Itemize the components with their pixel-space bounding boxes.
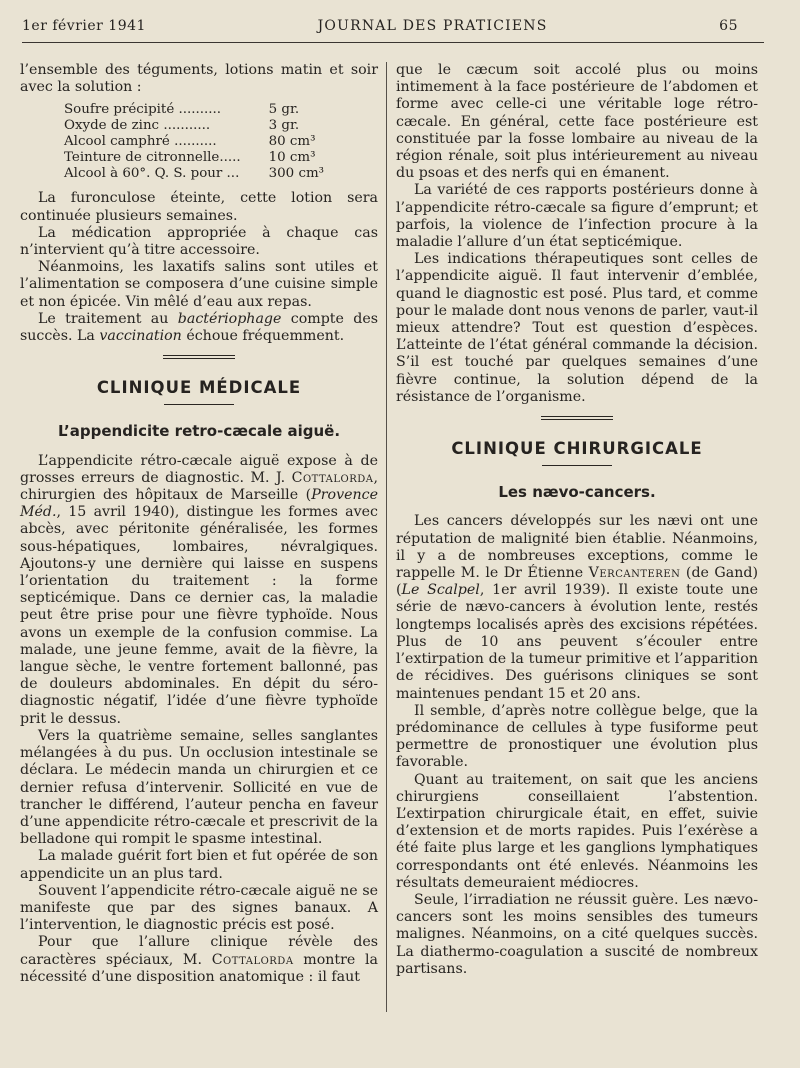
paragraph: Pour que l’allure clinique révèle des caractères spéciaux, M. Cottalorda montre la nécessité d’une disposition anatomique : il faut (20, 934, 379, 985)
prescription-table (64, 102, 324, 182)
italic-term: bactériophage (177, 310, 282, 327)
source-citation: Provence Méd. (20, 487, 378, 521)
header-rule (22, 42, 764, 43)
paragraph: Les indications thérapeutiques sont celles de l’appendicite aiguë. Il faut intervenir d’emblée, quand le diagnostic est posé. Plus tard, et comme pour le malade dont nous venons de parler, vaut-il mieux attendre? Tout est question d’espèces. L’atteinte de l’état général commande la décision. S’il est touché par quelques semaines d’une fièvre continue, la solution dépend de la résistance de l’organisme. (396, 251, 758, 405)
ingredient: Oxyde de zinc ........... (64, 118, 211, 134)
prescription-row (64, 118, 324, 134)
right-column (396, 62, 758, 978)
paragraph: que le cæcum soit accolé plus ou moins intimement à la face postérieure de l’abdomen et forme avec celle-ci une véritable loge rétro-cæcale. En général, cette face postérieure est constituée par la fosse lombaire au niveau de la région rénale, soit plus intérieurement au niveau du psoas et des nerfs qui en émanent. (396, 62, 758, 182)
ingredient: Teinture de citronnelle..... (64, 150, 241, 166)
section-heading: CLINIQUE CHIRURGICALE (451, 439, 703, 459)
ingredient-amount: 80 cm³ (268, 134, 316, 150)
article-title: L’appendicite retro-cæcale aiguë. (57, 422, 341, 441)
paragraph: Les cancers développés sur les nævi ont une réputation de malignité bien établie. Néanmoins, il y a de nombreuses exceptions, comme le rappelle M. le Dr Étienne Vercanteren (de Gand) (Le Scalpel, 1er avril 1939). Il existe toute une série de nævo-cancers à évolution lente, restés longtemps localisés après des excisions répétées. Plus de 10 ans peuvent s’écouler entre l’extirpation de la tumeur primitive et l’apparition de récidives. Des guérisons cliniques se sont maintenues pendant 15 et 20 ans. (396, 513, 758, 702)
section-heading: CLINIQUE MÉDICALE (96, 378, 302, 398)
prescription-row (64, 134, 324, 150)
paragraph: Néanmoins, les laxatifs salins sont utiles et l’alimentation se composera d’une cuisine simple et non épicée. Vin mêlé d’eau aux repas. (20, 259, 378, 310)
left-column (20, 62, 378, 986)
ingredient-amount: 10 cm³ (268, 150, 316, 166)
paragraph: Souvent l’appendicite rétro-cæcale aiguë ne se manifeste que par des signes banaux. A l’intervention, le diagnostic précis est posé. (20, 882, 378, 934)
section-rule (164, 404, 234, 405)
ingredient: Alcool camphré .......... (64, 134, 217, 150)
paragraph: Seule, l’irradiation ne réussit guère. Les nævo-cancers sont les moins sensibles des tumeurs malignes. Néanmoins, on a cité quelques succès. La diathermo-coagulation a suscité de nombreux partisans. (396, 891, 758, 977)
column-divider (386, 62, 387, 1012)
running-header (22, 18, 738, 40)
paragraph: La malade guérit fort bien et fut opérée de son appendicite un an plus tard. (20, 848, 378, 882)
paragraph: Il semble, d’après notre collègue belge, que la prédominance de cellules à type fusiforme peut permettre de pronostiquer une évolution plus favorable. (396, 702, 758, 771)
paragraph: l’ensemble des téguments, lotions matin et soir avec la solution : (20, 62, 378, 96)
source-citation: Le Scalpel (401, 582, 480, 599)
prescription-row (64, 150, 324, 166)
header-journal-title: JOURNAL DES PRATICIENS (317, 18, 548, 34)
prescription-row (64, 166, 324, 182)
ingredient-amount: 5 gr. (268, 102, 300, 118)
section-double-rule (163, 355, 235, 359)
italic-term: vaccination (99, 328, 182, 345)
paragraph: Vers la quatrième semaine, selles sanglantes mélangées à du pus. Un occlusion intestinale se déclara. Le médecin manda un chirurgien et ce dernier refusa d’intervenir. Sollicité en vue de trancher le différend, l’auteur pencha en faveur d’une appendicite rétro-cæcale et prescrivit de la belladone qui rompit le spasme intestinal. (20, 727, 378, 848)
paragraph: La variété de ces rapports postérieurs donne à l’appendicite rétro-cæcale sa figure d’emprunt; et parfois, la violence de l’infection procure à la maladie l’allure d’un état septicémique. (396, 182, 758, 251)
paragraph: La furonculose éteinte, cette lotion sera continuée plusieurs semaines. (20, 190, 378, 224)
author-name: Cottalorda (211, 951, 294, 968)
paragraph: La médication appropriée à chaque cas n’intervient qu’à titre accessoire. (20, 224, 378, 259)
paragraph: Quant au traitement, on sait que les anciens chirurgiens conseillaient l’abstention. L’extirpation chirurgicale était, en effet, suivie d’extension et de morts rapides. Puis l’exérèse a été faite plus large et les ganglions lymphatiques correspondants ont été enlevés. Néanmoins les résultats demeuraient médiocres. (396, 771, 758, 891)
paragraph: L’appendicite rétro-cæcale aiguë expose à de grosses erreurs de diagnostic. M. J. Cottalorda, chirurgien des hôpitaux de Marseille (Provence Méd., 15 avril 1940), distingue les formes avec abcès, avec péritonite généralisée, les formes sous-hépatiques, lombaires, névralgiques. Ajoutons-y une dernière qui laisse en suspens l’orientation du traitement : la forme septicémique. Dans ce dernier cas, la maladie peut être prise pour une fièvre typhoïde. Nous avons un exemple de la confusion commise. La malade, une jeune femme, avait de la fièvre, la langue sèche, le ventre fortement ballonné, pas de douleurs abdominales. En dépit du séro-diagnostic négatif, l’idée d’une fièvre typhoïde prit le dessus. (20, 452, 378, 727)
ingredient: Alcool à 60°. Q. S. pour ... (64, 166, 240, 182)
author-name: Vercanteren (588, 565, 681, 582)
ingredient-amount: 3 gr. (268, 118, 300, 134)
prescription-row (64, 102, 324, 118)
header-page-number: 65 (719, 18, 738, 34)
author-name: Cottalorda (291, 469, 374, 486)
ingredient: Soufre précipité .......... (64, 102, 222, 118)
article-title: Les nævo-cancers. (498, 483, 656, 502)
section-rule (542, 465, 612, 466)
header-date: 1er février 1941 (22, 18, 146, 34)
ingredient-amount: 300 cm³ (268, 166, 325, 182)
section-double-rule (541, 416, 613, 420)
paragraph: Le traitement au bactériophage compte des succès. La vaccination échoue fréquemment. (20, 310, 378, 345)
